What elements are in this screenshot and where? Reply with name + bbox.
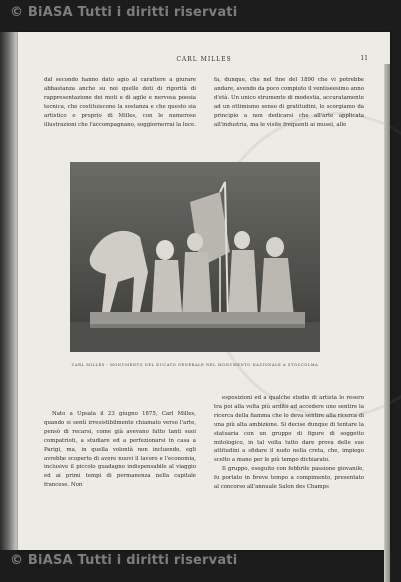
running-title: CARL MILLES — [176, 56, 232, 63]
page-edge — [384, 64, 390, 582]
text-column-left-bottom: Nato a Upsala il 23 giugno 1875, Carl Milles, quando si sentì irresistibilmente chiamato verso l'arte, pensò di recarsi, come già avevano fatto tanti suoi compatrioti, a studiare ed a perfezionarsi in casa a Parigi, ma, in quella volontà non incluendo, egli avrebbe scoperto di avere nuovi il lavoro e l'economia, inclusive il piccolo guadagno indispensabile al viaggio ed ai primi tempi di permanenza nella capitale francese. Non — [44, 411, 196, 489]
watermark-banner-top: © BiASA Tutti i diritti riservati — [10, 5, 238, 20]
scanned-page — [18, 32, 390, 550]
sculpture-photograph — [70, 162, 320, 352]
figure-caption: CARL MILLES - MONUMENTO DEL DUCATO GENERALE NEL MONUMENTO NAZIONALE A STOCCOLMA — [71, 363, 319, 367]
paragraph: Il gruppo, eseguito con febbrile passione giovanile, fu portato in breve tempo a compimento, presentato al concorso all'annuale Salon des Champs — [214, 466, 364, 491]
text-column-right-bottom — [214, 394, 364, 492]
page-number: 11 — [360, 55, 368, 62]
text-column-right-top: fa, dunque, che nel fine del 1890 che vi potrebbe andare, avendo da poco compiuto il ventiseesimo anno d'età. Un unico strumento di modestia, accuratamente ad un ottimismo senso di gratitudini, lo scorgiamo da principio a non dedicarsi che all'arte applicata all'industria, ma le visite frequenti ai musei, alle — [214, 77, 364, 128]
sculpture-image — [70, 162, 320, 352]
text-column-left-top: dal secondo hanno dato agio al carattere a giurare abbastanza anche su noi quelle doti di rigorità di rappresentazione dei moti e di agile e nervosa poesia tecnica, che costituiscono la sostanza e che questo sia artistico e proprio di Milles, con le numerose illustrazioni che l'accompagnano, soggiornerrai la luce. — [44, 77, 196, 128]
watermark-banner-bottom: © BiASA Tutti i diritti riservati — [10, 553, 238, 568]
paragraph: esposizioni ed a qualche studio di artista lo resero tra poi alla volta più ardito ad accedere uno sentire la ricerca della fiamma che lo deva sentire alla ricerca di una più alta ambizione. Si decise dunque di tentare la statuaria con un gruppo di figure di soggetto mitologico, in tal volta tutto dare prova delle sue attitudini a sfidare il nudo nella creta, che, impiego scelto a mano per le più tempo dichiarato. — [214, 395, 364, 464]
book-spine — [0, 32, 18, 550]
